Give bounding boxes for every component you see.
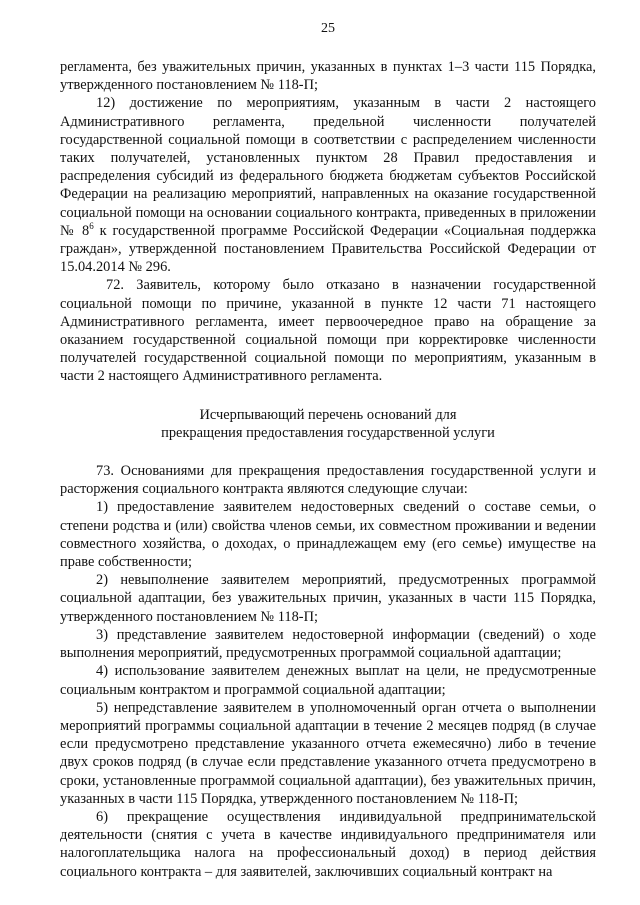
item-12-text-end: к государственной программе Российской Федерации «Социальная поддержка граждан», утвержденной постановлением Правительства Российской Федерации от 15.04.2014 № 296.	[60, 222, 596, 276]
item-72-paragraph: 72. Заявитель, которому было отказано в назначении государственной социальной помощи по причине, указанной в пункте 12 части 71 настоящего Административного регламента, имеет первоочередное право на обращение за оказанием государственной социальной помощи при корректировке численности получателей государственной социальной помощи по мероприятиям, указанным в части 2 настоящего Административного регламента.	[60, 277, 596, 385]
subitem-4: 4) использование заявителем денежных выплат на цели, не предусмотренные социальным контрактом и программой социальной адаптации;	[60, 663, 596, 698]
page-number: 25	[321, 21, 335, 36]
section-heading	[60, 406, 596, 442]
subitem-3: 3) представление заявителем недостоверной информации (сведений) о ходе выполнения мероприятий, предусмотренных программой социальной адаптации;	[60, 626, 596, 662]
subitem-5: 5) непредставление заявителем в уполномоченный орган отчета о выполнении мероприятий программы социальной адаптации в течение 2 месяцев подряд (в случае если предусмотрено представление указанного отчета ежемесячно) либо в течение двух сроков подряд (в случае если представление указанного отчета предусмотрено в сроки, установленные программой социальной адаптации), без уважительных причин, указанных в части 115 Порядка, утвержденного постановлением № 118-П;	[60, 699, 596, 807]
section-heading-line-2: прекращения предоставления государственной услуги	[161, 424, 495, 441]
subitem-2: 2) невыполнение заявителем мероприятий, предусмотренных программой социальной адаптации, без уважительных причин, указанных в части 115 Порядка, утвержденного постановлением № 118-П;	[60, 572, 596, 625]
intro-paragraph: регламента, без уважительных причин, указанных в пунктах 1–3 части 115 Порядка, утвержденного постановлением № 118-П;	[60, 59, 596, 94]
subitem-1: 1) предоставление заявителем недостоверных сведений о составе семьи, о степени родства и (или) свойства членов семьи, их совместном проживании и ведении совместного хозяйства, о доходах, о принадлежащем ему (его семье) имуществе на праве собственности;	[60, 499, 596, 571]
section-heading-line-1: Исчерпывающий перечень оснований для	[199, 406, 457, 423]
footnote-ref: 6	[89, 221, 94, 232]
document-page	[60, 20, 596, 881]
item-12-text: 12) достижение по мероприятиям, указанным в части 2 настоящего Административного регламента, предельной численности получателей государственной социальной помощи в соответствии с распределением численности таких получателей, установленных пунктом 28 Правил предоставления и распределения субсидий из федерального бюджета бюджетам субъектов Российской Федерации на реализацию мероприятий, направленных на оказание государственной социальной помощи на основании социального контракта, приведенных в приложении № 8	[60, 95, 596, 239]
item-73-paragraph: 73. Основаниями для прекращения предоставления государственной услуги и расторжения социального контракта являются следующие случаи:	[60, 463, 596, 498]
item-12-paragraph	[60, 94, 596, 276]
subitem-6: 6) прекращение осуществления индивидуальной предпринимательской деятельности (снятия с учета в качестве индивидуального предпринимателя или налогоплательщика налога на профессиональный доход) в период действия социального контракта – для заявителей, заключивших социальный контракт на	[60, 808, 596, 880]
